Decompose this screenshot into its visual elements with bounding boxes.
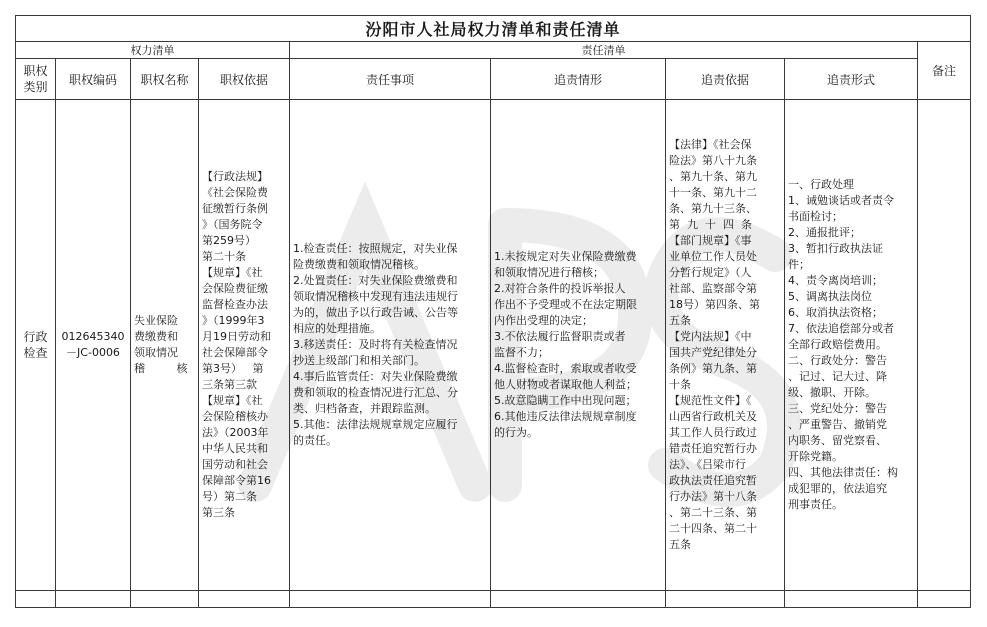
responsibility-list-sheet <box>15 15 970 608</box>
cell-line: 全部行政赔偿费用。 <box>788 338 887 351</box>
cell-line: 5、调离执法岗位 <box>788 290 872 303</box>
cell-line: 、记过、记大过、降 <box>788 370 887 383</box>
cell-line: 级、撤职、开除。 <box>788 386 876 399</box>
cell-line: 和领取情况进行稽核； <box>494 266 604 279</box>
cell-line: 四、其他法律责任：构 <box>788 466 898 479</box>
cell-line: 18号）第四条、第 <box>669 298 760 311</box>
cell-line: 《社会保险费 <box>202 186 268 199</box>
cell-line: 内职务、留党察看、 <box>788 434 887 447</box>
cell-line: 法》、《吕梁市行 <box>669 458 746 471</box>
duty-items-header: 责任事项 <box>290 59 491 100</box>
name-header: 职权名称 <box>131 59 199 100</box>
cell-line: 5.故意隐瞒工作中出现问题； <box>494 394 637 407</box>
remarks-header: 备注 <box>918 42 971 100</box>
cell-line: 、第九十条、第九 <box>669 170 757 183</box>
cell-line: 国劳动和社会 <box>202 458 268 471</box>
cell-line: 费和领取的检查情况进行汇总、分 <box>293 386 458 399</box>
accountability-form-cell <box>785 100 918 591</box>
cell-line: 二十四条、第二十 <box>669 522 757 535</box>
accountability-basis-cell <box>666 100 785 591</box>
cell-line: 失业保险 <box>134 314 178 327</box>
cell-line: 稽 核 <box>134 362 188 375</box>
cell-line: 三、党纪处分：警告 <box>788 402 887 415</box>
power-list-group-header: 权力清单 <box>16 42 290 59</box>
cell-line: 【规范性文件】《 <box>669 394 752 407</box>
cell-line: 费缴费和 <box>134 330 178 343</box>
cell-line: 【规章】《社 <box>202 394 263 407</box>
cell-line: 抄送上级部门和相关部门。 <box>293 354 425 367</box>
cell-line: 6、取消执法资格； <box>788 306 883 319</box>
code-header: 职权编码 <box>56 59 131 100</box>
cell-line: 书面检讨； <box>788 210 843 223</box>
responsibility-table <box>15 15 971 608</box>
category-header: 职权 类别 <box>16 59 56 100</box>
cell-line: 【法律】《社会保 <box>669 138 752 151</box>
cell-line: 第二十条 <box>202 250 246 263</box>
cell-line: 【规章】《社 <box>202 266 263 279</box>
cell-line: 3.移送责任：及时将有关检查情况 <box>293 338 458 351</box>
cell-line: 领取情况稽核中发现有违法违规行 <box>293 290 458 303</box>
cell-line: 一、行政处理 <box>788 178 854 191</box>
cell-line: 条例》第九条、第 <box>669 362 757 375</box>
cell-line: 》（1999年3 <box>202 314 265 327</box>
cell-line: 保障部令第16 <box>202 474 271 487</box>
cell-line: 十条 <box>669 378 691 391</box>
cell-line: 二、行政处分：警告 <box>788 354 887 367</box>
cell-line: 其工作人员行政过 <box>669 426 757 439</box>
cell-line: 开除党籍。 <box>788 450 843 463</box>
basis-header: 职权依据 <box>199 59 290 100</box>
cell-line: 险法》第八十九条 <box>669 154 757 167</box>
cell-line: 成犯罪的，依法追究 <box>788 482 887 495</box>
cell-line: 3.不依法履行监督职责或者 <box>494 330 626 343</box>
cell-line: 为的，做出予以行政告诫、公告等 <box>293 306 458 319</box>
cell-line: 第3号） 第 <box>202 362 264 375</box>
cell-line: 第三条 <box>202 506 235 519</box>
cell-line: 国共产党纪律处分 <box>669 346 757 359</box>
cell-line: 月19日劳动和 <box>202 330 271 343</box>
cell-line: 行办法》第十八条 <box>669 490 757 503</box>
duty-items-cell <box>290 100 491 591</box>
cell-line: 险费缴费和领取情况稽核。 <box>293 258 425 271</box>
cell-line: 7、依法追偿部分或者 <box>788 322 894 335</box>
page-title: 汾阳市人社局权力清单和责任清单 <box>16 16 971 42</box>
table-row <box>16 100 971 591</box>
cell-line: 3、暂扣行政执法证 <box>788 242 883 255</box>
accountability-basis-header: 追责依据 <box>666 59 785 100</box>
cell-line: 类、归档备查，并跟踪监测。 <box>293 402 436 415</box>
cell-line: 的行为。 <box>494 426 538 439</box>
cell-line: 会保险费征缴 <box>202 282 268 295</box>
cell-line: 政执法责任追究暂 <box>669 474 757 487</box>
cell-line: 征缴暂行条例 <box>202 202 268 215</box>
code-cell: 012645340 －JC-0006 <box>56 100 131 591</box>
cell-line: 内作出受理的决定； <box>494 314 593 327</box>
cell-line: 》（国务院令 <box>202 218 263 231</box>
cell-line: 1、诫勉谈话或者责令 <box>788 194 894 207</box>
duty-list-group-header: 责任清单 <box>290 42 918 59</box>
cell-line: 第 九 十 四 条 <box>669 218 752 231</box>
cell-line: 4.监督检查时，索取或者收受 <box>494 362 637 375</box>
basis-cell <box>199 100 290 591</box>
accountability-cases-header: 追责情形 <box>491 59 666 100</box>
cell-line: 三条第三款 <box>202 378 257 391</box>
cell-line: 监督检查办法 <box>202 298 268 311</box>
cell-line: 1.检查责任：按照规定，对失业保 <box>293 242 458 255</box>
cell-line: 【部门规章】《事 <box>669 234 752 247</box>
cell-line: 2.处置责任：对失业保险费缴费和 <box>293 274 458 287</box>
cell-line: 社部、监察部令第 <box>669 282 757 295</box>
cell-line: 社会保障部令 <box>202 346 268 359</box>
cell-line: 【党内法规】《中 <box>669 330 752 343</box>
cell-line: 4.事后监管责任：对失业保险费缴 <box>293 370 458 383</box>
cell-line: 相应的处理措施。 <box>293 322 381 335</box>
cell-line: 2.对符合条件的投诉举报人 <box>494 282 626 295</box>
cell-line: 【行政法规】 <box>202 170 268 183</box>
cell-line: 、严重警告、撤销党 <box>788 418 887 431</box>
cell-line: 1.未按规定对失业保险费缴费 <box>494 250 637 263</box>
cell-line: 五条 <box>669 314 691 327</box>
cell-line: 刑事责任。 <box>788 498 843 511</box>
name-cell <box>131 100 199 591</box>
cell-line: 五条 <box>669 538 691 551</box>
cell-line: 4、责令离岗培训； <box>788 274 883 287</box>
cell-line: 第259号） <box>202 234 256 247</box>
remarks-cell <box>918 100 971 591</box>
cell-line: 5.其他：法律法规规章规定应履行 <box>293 418 458 431</box>
cell-line: 他人财物或者谋取他人利益； <box>494 378 637 391</box>
cell-line: 分暂行规定》（人 <box>669 266 752 279</box>
cell-line: 号）第二条 <box>202 490 257 503</box>
cell-line: 中华人民共和 <box>202 442 268 455</box>
cell-line: 业单位工作人员处 <box>669 250 757 263</box>
table-row <box>16 591 971 608</box>
cell-line: 十一条、第九十二 <box>669 186 757 199</box>
category-cell: 行政 检查 <box>16 100 56 591</box>
cell-line: 法》（2003年 <box>202 426 269 439</box>
cell-line: 会保险稽核办 <box>202 410 268 423</box>
cell-line: 作出不予受理或不在法定期限 <box>494 298 637 311</box>
accountability-cases-cell <box>491 100 666 591</box>
cell-line: 6.其他违反法律法规规章制度 <box>494 410 637 423</box>
cell-line: 监督不力； <box>494 346 549 359</box>
cell-line: 条、第九十三条、 <box>669 202 757 215</box>
cell-line: 山西省行政机关及 <box>669 410 757 423</box>
cell-line: 件； <box>788 258 810 271</box>
cell-line: 错责任追究暂行办 <box>669 442 757 455</box>
cell-line: 、第二十三条、第 <box>669 506 757 519</box>
cell-line: 的责任。 <box>293 434 337 447</box>
cell-line: 领取情况 <box>134 346 178 359</box>
accountability-form-header: 追责形式 <box>785 59 918 100</box>
cell-line: 2、通报批评； <box>788 226 861 239</box>
